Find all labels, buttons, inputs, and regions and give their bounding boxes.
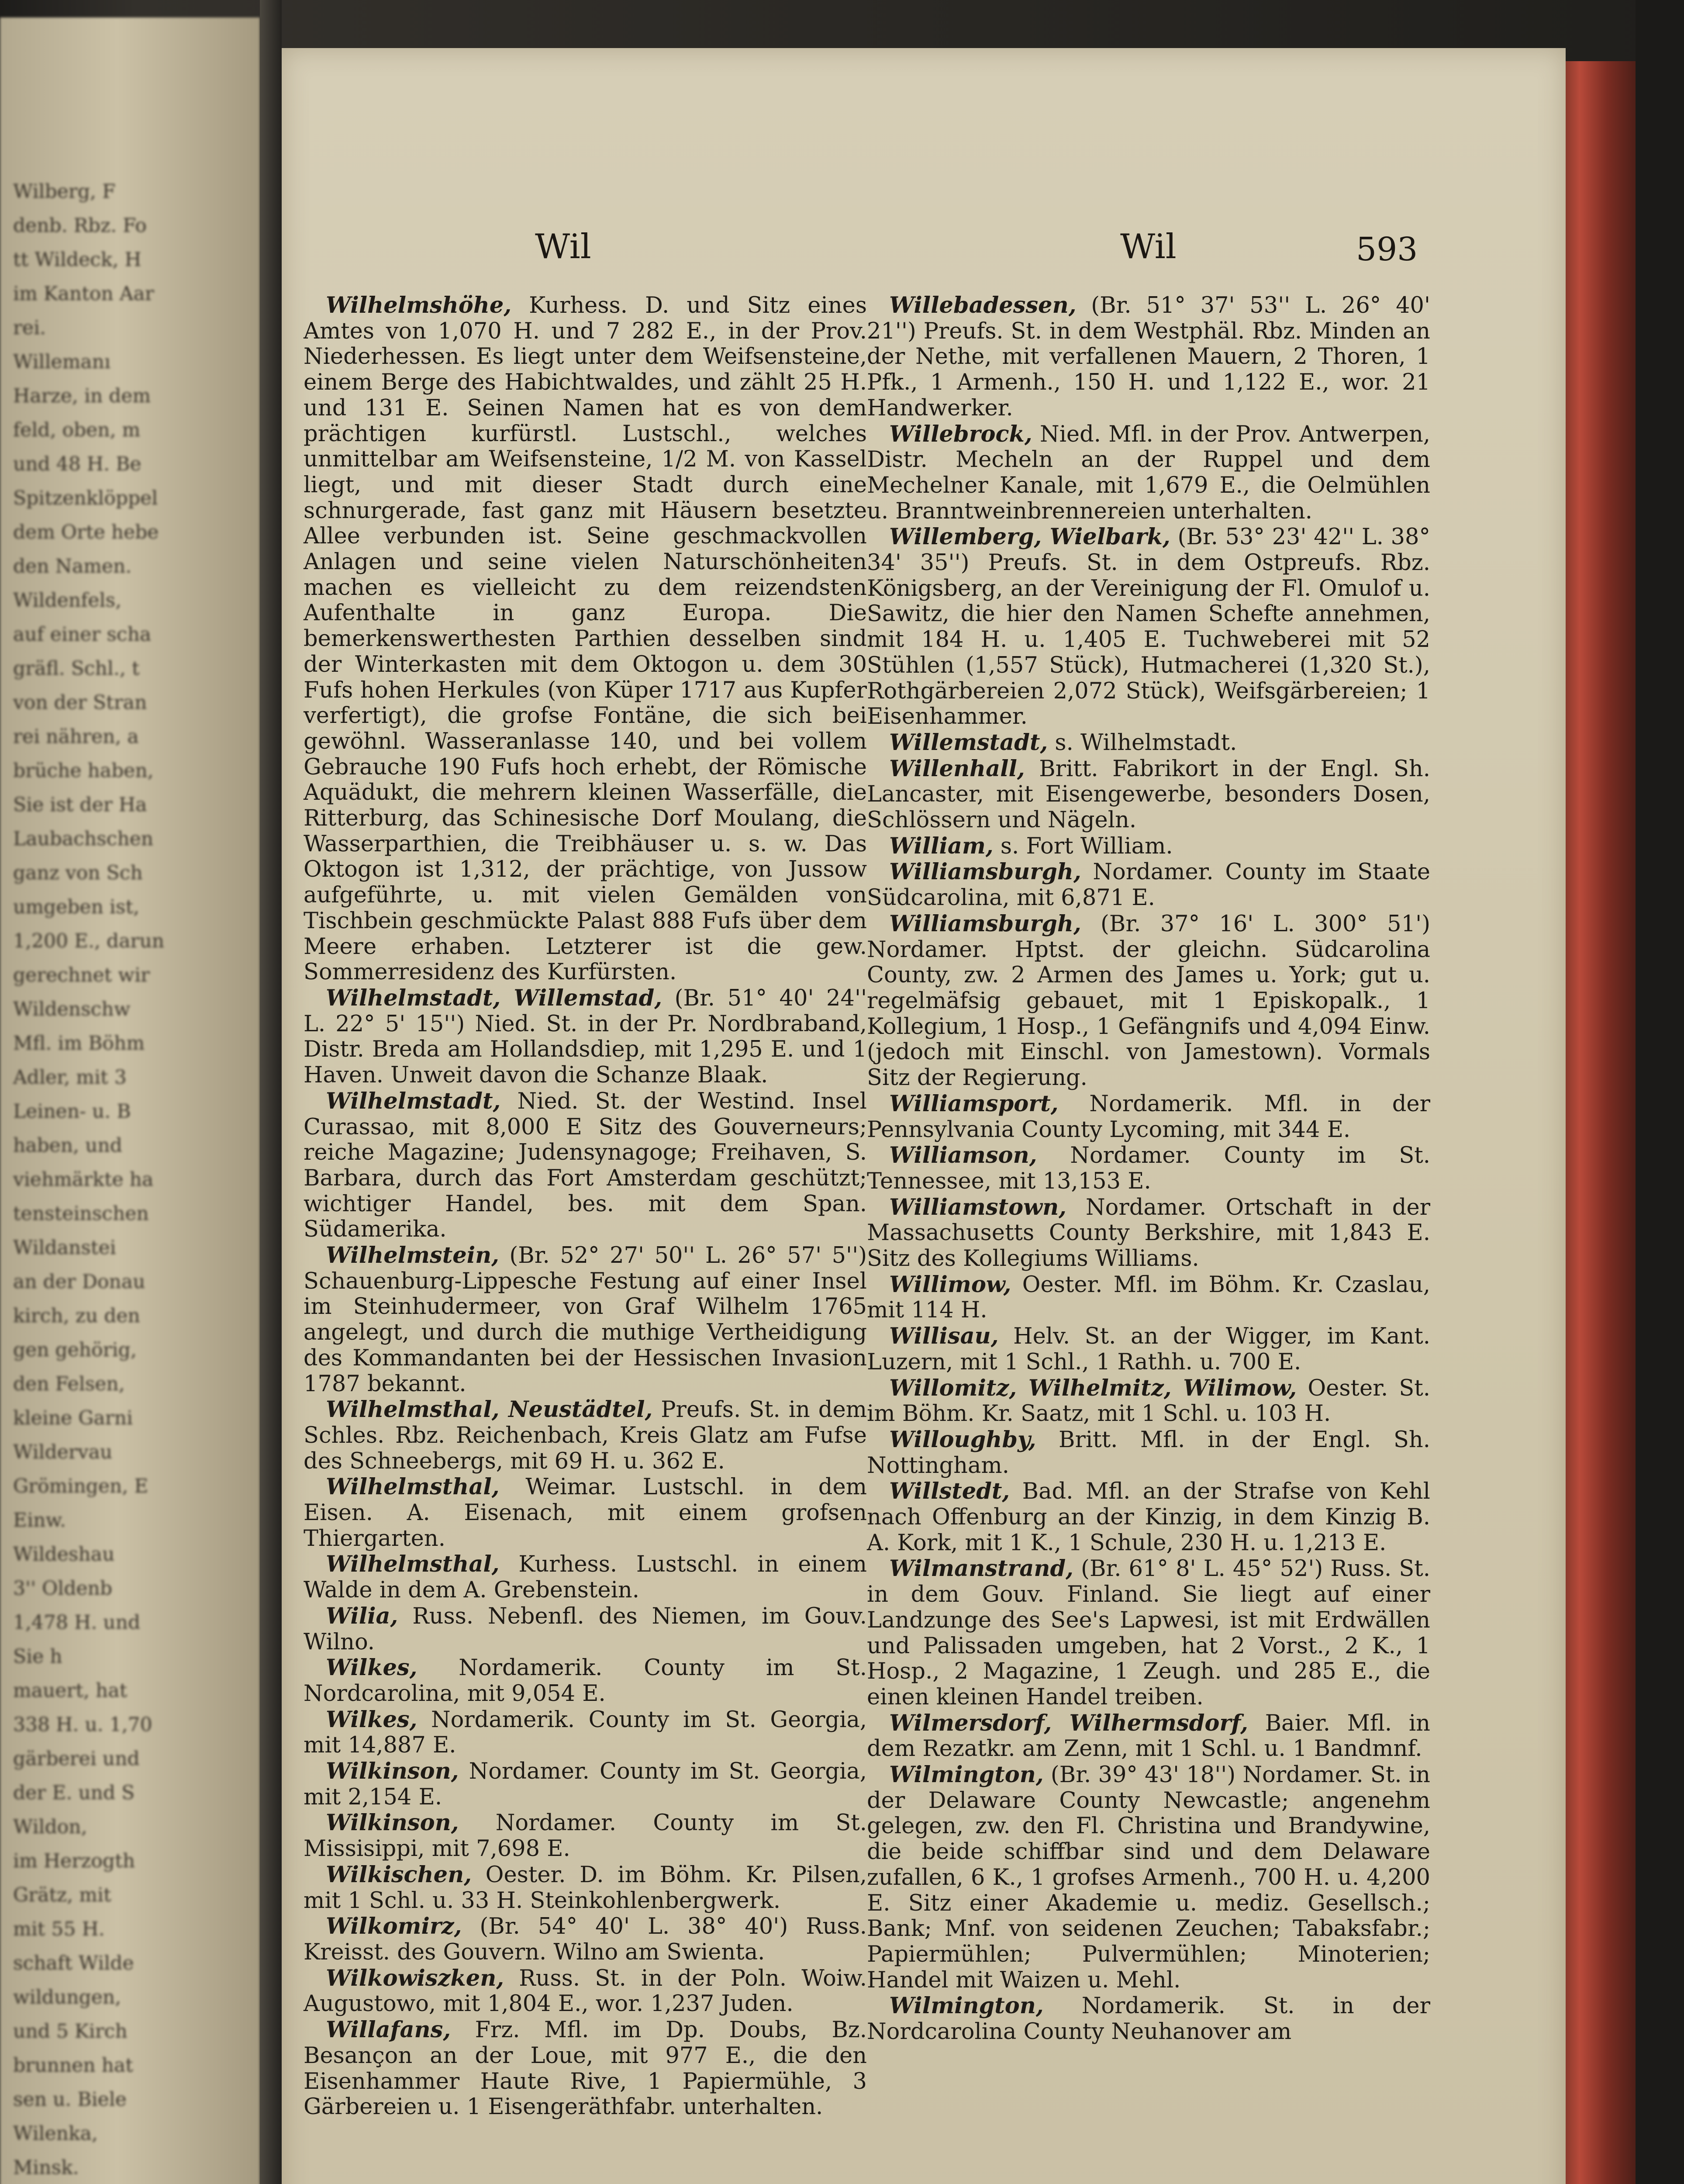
ghost-line: den Namen. — [13, 555, 132, 577]
entry-text: (Br. 52° 27' 50'' L. 26° 57' 5'') Schauenburg-Lippesche Festung auf einer Insel im Steinhudermeer, von Graf Wilhelm 1765 angelegt, und durch die muthige Vertheidigung des Kommandanten bei der Hessischen Invasion 1787 bekannt. — [304, 1243, 867, 1397]
header-left-keyword: Wil — [535, 227, 591, 266]
entry-text: Nordamer. Ortschaft in der Massachusetts County Berkshire, mit 1,843 E. Sitz des Kollegiums Williams. — [867, 1194, 1430, 1272]
left-page-blurred — [0, 17, 260, 2184]
ghost-line: Wildenfels, — [13, 589, 122, 612]
entry-headword: Wilkischen, — [304, 1861, 472, 1888]
ghost-line: rei nähren, a — [13, 726, 139, 748]
ghost-line: feld, oben, m — [13, 419, 141, 441]
dictionary-entry — [867, 1427, 1430, 1479]
entry-text: Oester. Mfl. im Böhm. Kr. Czaslau, mit 114 H. — [867, 1272, 1430, 1324]
book-gutter — [260, 0, 282, 2184]
ghost-line: Wildeshau — [13, 1543, 115, 1565]
ghost-line: Sie ist der Ha — [13, 794, 147, 816]
ghost-line: gen gehörig, — [13, 1339, 137, 1361]
ghost-line: der E. und S — [13, 1782, 135, 1804]
dictionary-entry — [867, 730, 1430, 756]
ghost-line: tt Wildeck, H — [13, 249, 141, 271]
entry-headword: Williamsburgh, — [867, 859, 1081, 885]
entry-text: Kurhess. Lustschl. in einem Walde in dem A. Grebenstein. — [304, 1552, 867, 1603]
entry-headword: Wilhelmsthal, — [304, 1551, 500, 1578]
entry-text: Nordamerik. Mfl. in der Pennsylvania County Lycoming, mit 344 E. — [867, 1091, 1430, 1143]
ghost-line: Willemanı — [13, 351, 111, 373]
dictionary-entry — [867, 1556, 1430, 1710]
ghost-line: Sie h — [13, 1645, 62, 1668]
entry-text: (Br. 51° 37' 53'' L. 26° 40' 21'') Preufs. St. in dem Westphäl. Rbz. Minden an der Nethe, mit verfallenen Mauern, 2 Thoren, 1 Pfk., 1 Armenh., 150 H. und 1,122 E., wor. 21 Handwerker. — [867, 293, 1430, 421]
entry-headword: Williamsport, — [867, 1090, 1059, 1117]
red-page-edge — [1566, 61, 1636, 2184]
ghost-line: Wilberg, F — [13, 180, 116, 203]
ghost-line: Wilenka, — [13, 2122, 98, 2145]
entry-headword: Wilkinson, — [304, 1758, 459, 1785]
ghost-line: Wildenschw — [13, 998, 131, 1020]
entry-headword: Willafans, — [304, 2017, 451, 2043]
ghost-line: 1,478 H. und — [13, 1611, 141, 1634]
dictionary-entry — [304, 1966, 867, 2017]
ghost-line: gerechnet wir — [13, 964, 150, 986]
dictionary-entry — [867, 859, 1430, 911]
left-column — [304, 293, 867, 2120]
entry-text: Nied. Mfl. in der Prov. Antwerpen, Distr. Mecheln an der Ruppel und dem Mechelner Kanale, mit 1,679 E., die Oelmühlen u. Branntweinbrennereien unterhalten. — [867, 421, 1430, 524]
entry-headword: Wilia, — [304, 1603, 398, 1629]
entry-headword: Wilmington, — [867, 1993, 1044, 2019]
entry-headword: Wilhelmstadt, — [304, 1088, 501, 1114]
entry-text: Nied. St. der Westind. Insel Curassao, mit 8,000 E Sitz des Gouverneurs; reiche Magazine; Judensynagoge; Freihaven, S. Barbara, durch das Fort Amsterdam geschützt; wichtiger Handel, bes. mit dem Span. Südamerika. — [304, 1088, 867, 1243]
dictionary-entry — [304, 1243, 867, 1397]
dictionary-entry — [304, 1089, 867, 1243]
ghost-line: haben, und — [13, 1134, 122, 1157]
dictionary-entry — [867, 293, 1430, 422]
ghost-line: auf einer scha — [13, 623, 152, 646]
entry-headword: William, — [867, 833, 994, 859]
dictionary-entry — [867, 833, 1430, 860]
entry-headword: Wilhelmshöhe, — [304, 292, 512, 318]
ghost-line: Einw. — [13, 1509, 66, 1531]
ghost-line: Grömingen, E — [13, 1475, 148, 1497]
entry-headword: Wilhelmsthal, Neustädtel, — [304, 1396, 653, 1423]
left-page-ghost-text — [13, 175, 240, 2184]
ghost-line: rei. — [13, 317, 46, 339]
entry-text: Russ. Nebenfl. des Niemen, im Gouv. Wilno. — [304, 1603, 867, 1655]
ghost-line: wildungen, — [13, 1986, 121, 2008]
entry-text: Bad. Mfl. an der Strafse von Kehl nach Offenburg an der Kinzig, in dem Kinzig B. A. Kork, mit 1 K., 1 Schule, 230 H. u. 1,213 E. — [867, 1479, 1430, 1556]
entry-text: s. Fort William. — [993, 833, 1173, 859]
entry-text: (Br. 54° 40' L. 38° 40') Russ. Kreisst. des Gouvern. Wilno am Swienta. — [304, 1914, 867, 1965]
right-page — [282, 48, 1566, 2184]
ghost-line: denb. Rbz. Fo — [13, 214, 147, 237]
entry-text: Frz. Mfl. im Dp. Doubs, Bz. Besançon an der Loue, mit 977 E., die den Eisenhammer Haute Rive, 1 Papiermühle, 3 Gärbereien u. 1 Eisengeräthfabr. unterhalten. — [304, 2017, 867, 2120]
ghost-line: schaft Wilde — [13, 1952, 134, 1974]
ghost-line: Wildon, — [13, 1816, 87, 1838]
entry-headword: Williamsburgh, — [867, 910, 1081, 937]
dictionary-entry — [304, 985, 867, 1089]
dictionary-entry — [867, 1195, 1430, 1272]
dictionary-entry — [304, 1552, 867, 1603]
dictionary-entry — [304, 1603, 867, 1655]
page-header — [282, 227, 1566, 280]
background-right — [1636, 0, 1684, 2184]
entry-headword: Wilhelmstein, — [304, 1242, 499, 1269]
entry-text: Nordamer. County im St. Tennessee, mit 13,153 E. — [867, 1143, 1430, 1194]
ghost-line: Wildanstei — [13, 1237, 116, 1259]
ghost-line: Adler, mit 3 — [13, 1066, 127, 1089]
entry-headword: Wilkowiszken, — [304, 1965, 504, 1991]
dictionary-entry — [867, 1711, 1430, 1762]
dictionary-entry — [304, 1397, 867, 1474]
dictionary-entry — [867, 1762, 1430, 1993]
dictionary-entry — [867, 1324, 1430, 1375]
entry-text: (Br. 61° 8' L. 45° 52') Russ. St. in dem Gouv. Finland. Sie liegt auf einer Landzunge des See's Lapwesi, ist mit Erdwällen und Palissaden umgeben, hat 2 Vorst., 2 K., 1 Hosp., 2 Magazine, 1 Zeugh. und 285 E., die einen kleinen Handel treiben. — [867, 1556, 1430, 1710]
entry-text: Oester. D. im Böhm. Kr. Pilsen, mit 1 Schl. u. 33 H. Steinkohlenbergwerk. — [304, 1862, 867, 1914]
entry-text: Kurhess. D. und Sitz eines Amtes von 1,070 H. und 7 282 E., in der Prov. Niederhessen. Es liegt unter dem Weifsensteine, einem Berge des Habichtwaldes, und zählt 25 H. und 131 E. Seinen Namen hat es von dem prächtigen kurfürstl. Lustschl., welches unmittelbar am Weifsensteine, 1/2 M. von Kassel liegt, und mit dieser Stadt durch eine schnurgerade, fast ganz mit Häusern besetzte Allee verbunden ist. Seine geschmackvollen Anlagen und seine vielen Naturschönheiten machen es vielleicht zu dem reizendsten Aufenthalte in ganz Europa. Die bemerkenswerthesten Parthien desselben sind der Winterkasten mit dem Oktogon u. dem 30 Fufs hohen Herkules (von Küper 1717 aus Kupfer verfertigt), die grofse Fontäne, die sich bei gewöhnl. Wasseranlasse 140, und bei vollem Gebrauche 190 Fufs hoch erhebt, der Römische Aquädukt, die mehrern kleinen Wasserfälle, die Ritterburg, das Schinesische Dorf Moulang, die Wasserparthien, die Treibhäuser u. s. w. Das Oktogon ist 1,312, der prächtige, von Jussow aufgeführte, u. mit vielen Gemälden von Tischbein geschmückte Palast 888 Fufs über dem Meere erhaben. Letzterer ist die gew. Sommerresidenz des Kurfürsten. — [304, 293, 867, 985]
dictionary-entry — [867, 911, 1430, 1091]
entry-text: Nordamerik. County im St. Georgia, mit 14,887 E. — [304, 1707, 867, 1759]
dictionary-entry — [867, 1375, 1430, 1427]
entry-headword: Willemberg, Wielbark, — [867, 524, 1170, 550]
entry-headword: Wilhelmsthal, — [304, 1474, 500, 1500]
ghost-line: Leinen- u. B — [13, 1100, 131, 1123]
dictionary-entry — [867, 1993, 1430, 2045]
ghost-line: von der Stran — [13, 691, 147, 714]
ghost-line: kirch, zu den — [13, 1305, 140, 1327]
entry-headword: Wilkes, — [304, 1706, 418, 1733]
ghost-line: im Kanton Aar — [13, 283, 154, 305]
ghost-line: an der Donau — [13, 1271, 145, 1293]
entry-text: Nordamerik. County im St. Nordcarolina, mit 9,054 E. — [304, 1655, 867, 1707]
entry-text: (Br. 53° 23' 42'' L. 38° 34' 35'') Preufs. St. in dem Ostpreufs. Rbz. Königsberg, an der Vereinigung der Fl. Omulof u. Sawitz, die hier den Namen Schefte annehmen, mit 184 H. u. 1,405 E. Tuchweberei mit 52 Stühlen (1,557 Stück), Hutmacherei (1,320 St.), Rothgärbereien 2,072 Stück), Weifsgärbereien; 1 Eisenhammer. — [867, 524, 1430, 730]
dictionary-entry — [867, 1091, 1430, 1143]
ghost-line: Wildervau — [13, 1441, 113, 1463]
dictionary-entry — [304, 293, 867, 985]
entry-headword: Wilmersdorf, Wilhermsdorf, — [867, 1710, 1248, 1736]
entry-text: Russ. St. in der Poln. Woiw. Augustowo, mit 1,804 E., wor. 1,237 Juden. — [304, 1965, 867, 2017]
entry-text: Preufs. St. in dem Schles. Rbz. Reichenbach, Kreis Glatz am Fufse des Schneebergs, mit 69 H. u. 362 E. — [304, 1397, 867, 1474]
ghost-line: gärberei und — [13, 1748, 140, 1770]
ghost-line: den Felsen, — [13, 1373, 125, 1395]
entry-text: s. Wilhelmstadt. — [1048, 729, 1237, 756]
entry-text: Nordamer. County im St. Missisippi, mit 7,698 E. — [304, 1810, 867, 1862]
ghost-line: im Herzogth — [13, 1850, 135, 1872]
entry-headword: Wilkomirz, — [304, 1913, 462, 1940]
entry-headword: Williamson, — [867, 1142, 1037, 1169]
ghost-line: brunnen hat — [13, 2054, 133, 2077]
entry-headword: Wilmanstrand, — [867, 1555, 1073, 1582]
ghost-line: ganz von Sch — [13, 862, 143, 884]
entry-text: (Br. 39° 43' 18'') Nordamer. St. in der Delaware County Newcastle; angenehm gelegen, zw. den Fl. Christina und Brandywine, die beide schiffbar sind und dem Delaware zufallen, 6 K., 1 grofses Armenh., 700 H. u. 4,200 E. Sitz einer Akademie u. mediz. Gesellsch.; Bank; Mnf. von seidenen Zeuchen; Tabaksfabr.; Papiermühlen; Pulvermühlen; Minoterien; Handel mit Waizen u. Mehl. — [867, 1762, 1430, 1993]
ghost-line: brüche haben, — [13, 760, 154, 782]
page-number: 593 — [1356, 231, 1418, 268]
header-right-keyword: Wil — [1120, 227, 1177, 266]
ghost-line: mauert, hat — [13, 1679, 128, 1702]
dictionary-entry — [867, 524, 1430, 730]
ghost-line: Grätz, mit — [13, 1884, 111, 1906]
ghost-line: 3'' Oldenb — [13, 1577, 113, 1600]
entry-headword: Willoughby, — [867, 1426, 1036, 1453]
dictionary-entry — [867, 1479, 1430, 1556]
entry-text: (Br. 51° 40' 24'' L. 22° 5' 15'') Nied. St. in der Pr. Nordbraband, Distr. Breda am Hollandsdiep, mit 1,295 E. und 1 Haven. Unweit davon die Schanze Blaak. — [304, 985, 867, 1089]
entry-headword: Willimow, — [867, 1271, 1011, 1298]
ghost-line: sen u. Biele — [13, 2088, 127, 2111]
dictionary-entry — [304, 1862, 867, 1914]
ghost-line: umgeben ist, — [13, 896, 140, 918]
entry-headword: Willenhall, — [867, 755, 1025, 782]
dictionary-entry — [867, 1272, 1430, 1324]
ghost-line: Mfl. im Böhm — [13, 1032, 145, 1054]
entry-text: (Br. 37° 16' L. 300° 51') Nordamer. Hptst. der gleichn. Südcarolina County, zw. 2 Armen des James u. York; gut u. regelmäfsig gebauet, mit 1 Episkopalk., 1 Kollegium, 1 Hosp., 1 Gefängnifs und 4,094 Einw. (jedoch mit Einschl. von Jamestown). Vormals Sitz der Regierung. — [867, 911, 1430, 1091]
dictionary-entry — [867, 756, 1430, 833]
ghost-line: und 48 H. Be — [13, 453, 141, 475]
ghost-line: tensteinschen — [13, 1203, 149, 1225]
entry-text: Helv. St. an der Wigger, im Kant. Luzern, mit 1 Schl., 1 Rathh. u. 700 E. — [867, 1324, 1430, 1375]
ghost-line: 338 H. u. 1,70 — [13, 1714, 152, 1736]
dictionary-entry — [304, 1474, 867, 1552]
entry-headword: Willisau, — [867, 1323, 999, 1350]
ghost-line: gräfl. Schl., t — [13, 657, 140, 680]
entry-headword: Willebrock, — [867, 421, 1032, 447]
ghost-line: Harze, in dem — [13, 385, 151, 407]
entry-text: Britt. Mfl. in der Engl. Sh. Nottingham. — [867, 1427, 1430, 1479]
dictionary-entry — [867, 1143, 1430, 1194]
ghost-line: Minsk. — [13, 2156, 79, 2179]
ghost-line: viehmärkte ha — [13, 1168, 154, 1191]
ghost-line: Laubachschen — [13, 828, 154, 850]
entry-headword: Wilhelmstadt, Willemstad, — [304, 985, 663, 1011]
ghost-line: und 5 Kirch — [13, 2020, 128, 2042]
ghost-line: 1,200 E., darun — [13, 930, 165, 952]
entry-text: Weimar. Lustschl. in dem Eisen. A. Eisenach, mit einem grofsen Thiergarten. — [304, 1474, 867, 1552]
entry-text: Oester. St. im Böhm. Kr. Saatz, mit 1 Schl. u. 103 H. — [867, 1375, 1430, 1427]
entry-headword: Wilmington, — [867, 1762, 1044, 1788]
dictionary-entry — [304, 1655, 867, 1707]
ghost-line: Spitzenklöppel — [13, 487, 158, 509]
right-column — [867, 293, 1430, 2045]
entry-headword: Willebadessen, — [867, 292, 1077, 318]
entry-text: Nordamer. County im Staate Südcarolina, mit 6,871 E. — [867, 859, 1430, 911]
entry-headword: Willomitz, Wilhelmitz, Wilimow, — [867, 1375, 1297, 1401]
entry-text: Nordamerik. St. in der Nordcarolina County Neuhanover am — [867, 1993, 1430, 2045]
dictionary-entry — [304, 1759, 867, 1810]
entry-text: Nordamer. County im St. Georgia, mit 2,154 E. — [304, 1759, 867, 1810]
entry-headword: Willemstadt, — [867, 729, 1048, 756]
ghost-line: kleine Garni — [13, 1407, 133, 1429]
entry-headword: Willstedt, — [867, 1478, 1010, 1505]
entry-headword: Wilkes, — [304, 1655, 418, 1681]
dictionary-entry — [304, 1707, 867, 1759]
dictionary-entry — [304, 1914, 867, 1965]
entry-headword: Williamstown, — [867, 1194, 1066, 1220]
entry-headword: Wilkinson, — [304, 1810, 459, 1836]
entry-text: Britt. Fabrikort in der Engl. Sh. Lancaster, mit Eisengewerbe, besonders Dosen, Schlössern und Nägeln. — [867, 756, 1430, 833]
ghost-line: dem Orte hebe — [13, 521, 159, 543]
dictionary-entry — [304, 1810, 867, 1862]
dictionary-entry — [304, 2017, 867, 2120]
ghost-line: mit 55 H. — [13, 1918, 105, 1940]
entry-text: Baier. Mfl. in dem Rezatkr. am Zenn, mit 1 Schl. u. 1 Bandmnf. — [867, 1710, 1430, 1762]
dictionary-entry — [867, 422, 1430, 525]
